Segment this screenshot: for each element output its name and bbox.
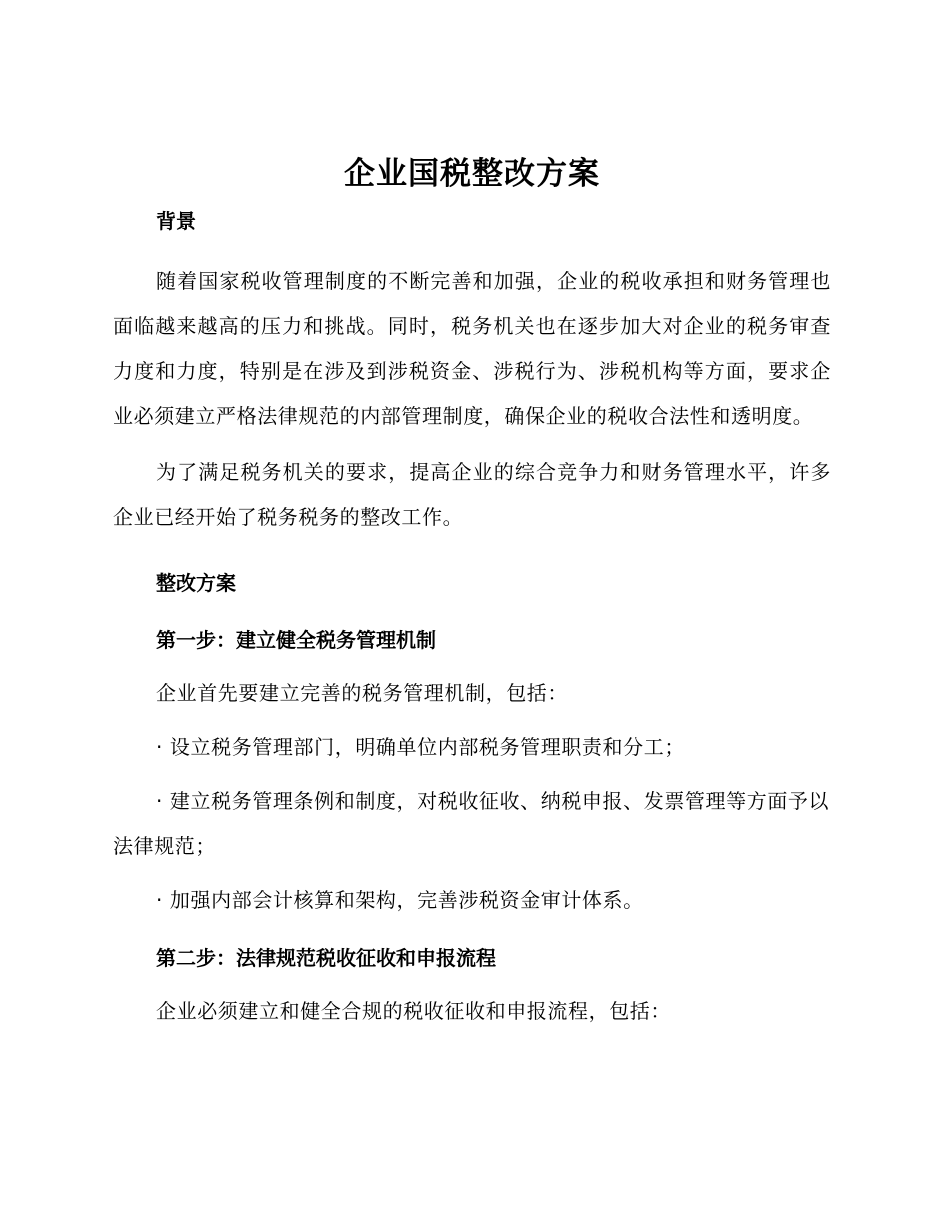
- document-title: 企业国税整改方案: [344, 156, 600, 192]
- section-heading-background: 背景: [156, 209, 196, 233]
- background-paragraph-1: 随着国家税收管理制度的不断完善和加强，企业的税收承担和财务管理也面临越来越高的压力和挑战。同时，税务机关也在逐步加大对企业的税务审查力度和力度，特别是在涉及到涉税资金、涉税行为、涉税机构等方面，要求企业必须建立严格法律规范的内部管理制度，确保企业的税收合法性和透明度。: [113, 269, 831, 428]
- step2-intro: 企业必须建立和健全合规的税收征收和申报流程，包括：: [156, 999, 671, 1023]
- step2-heading: 第二步：法律规范税收征收和申报流程: [156, 946, 496, 970]
- step1-list-item: · 设立税务管理部门，明确单位内部税务管理职责和分工；: [156, 735, 685, 759]
- document-page: [113, 150, 831, 1034]
- background-paragraph-2: 为了满足税务机关的要求，提高企业的综合竞争力和财务管理水平，许多企业已经开始了税务税务的整改工作。: [113, 460, 831, 529]
- section-heading-plan: 整改方案: [156, 571, 236, 595]
- step1-list-item: · 建立税务管理条例和制度，对税收征收、纳税申报、发票管理等方面予以法律规范；: [113, 789, 830, 858]
- step1-heading: 第一步：建立健全税务管理机制: [156, 628, 436, 652]
- step1-intro: 企业首先要建立完善的税务管理机制，包括：: [156, 681, 568, 705]
- step1-list-item: · 加强内部会计核算和架构，完善涉税资金审计体系。: [156, 888, 644, 912]
